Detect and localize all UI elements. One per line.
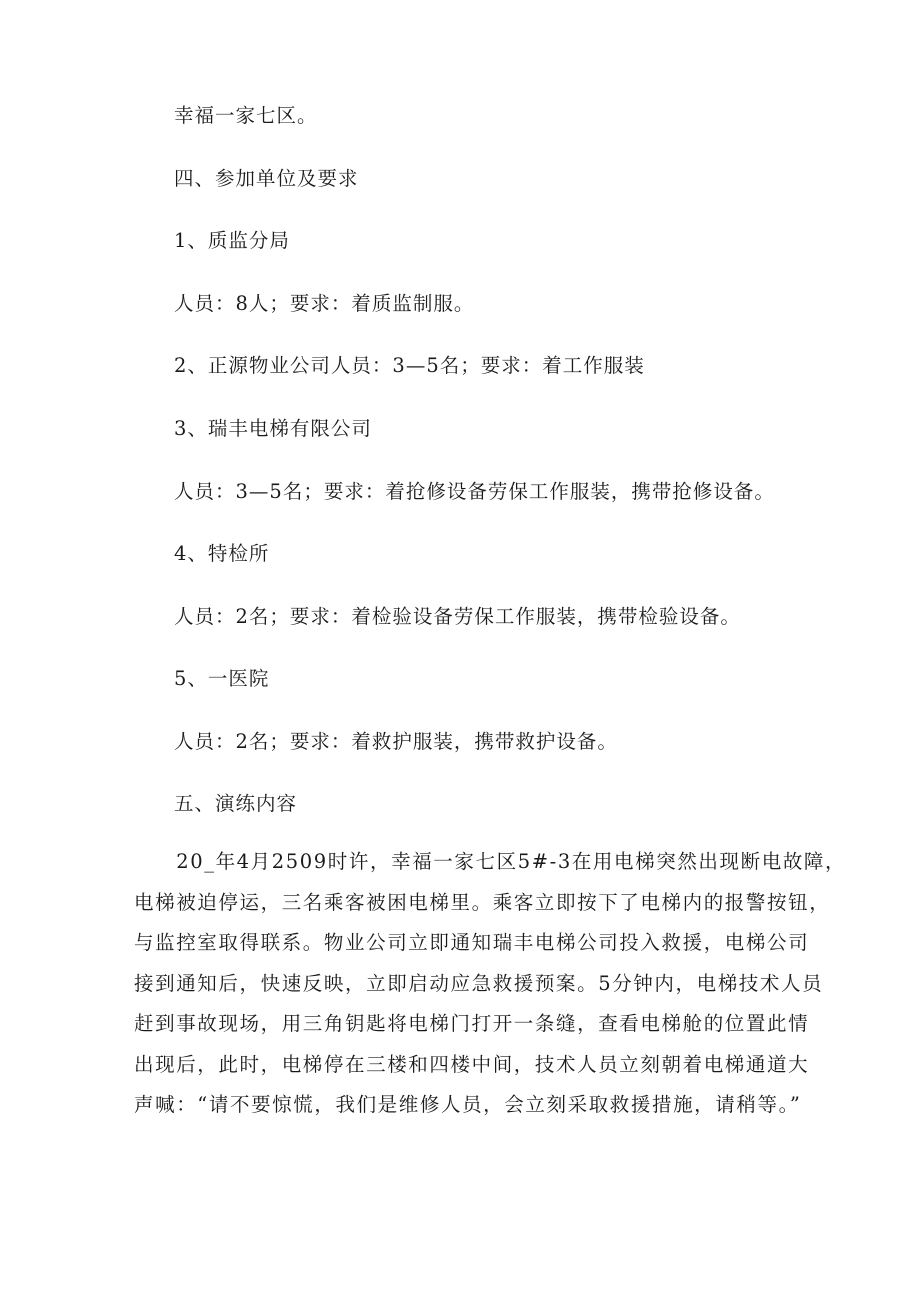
paragraph-line: 接到通知后，快速反映，立即启动应急救援预案。5分钟内，电梯技术人员 (134, 971, 824, 995)
text-line-1: 幸福一家七区。 (174, 104, 318, 127)
paragraph-line: 电梯被迫停运，三名乘客被困电梯里。乘客立即按下了电梯内的报警按钮， (134, 890, 831, 914)
section-heading-5: 五、演练内容 (174, 792, 298, 815)
body-paragraph (134, 842, 847, 1126)
list-item-3: 3、瑞丰电梯有限公司 (174, 417, 372, 440)
list-item-5-detail: 人员：2名；要求：着救护服装，携带救护设备。 (174, 730, 618, 753)
list-item-3-detail: 人员：3—5名；要求：着抢修设备劳保工作服装，携带抢修设备。 (174, 480, 775, 503)
list-item-4-detail: 人员：2名；要求：着检验设备劳保工作服装，携带检验设备。 (174, 605, 741, 628)
paragraph-line: 20_年4月2509时许，幸福一家七区5#-3在用电梯突然出现断电故障， (134, 850, 847, 873)
list-item-2: 2、正源物业公司人员：3—5名；要求：着工作服装 (174, 354, 645, 377)
paragraph-line: 赶到事故现场，用三角钥匙将电梯门打开一条缝，查看电梯舱的位置此情 (134, 1012, 810, 1035)
paragraph-line: 声喊：“请不要惊慌，我们是维修人员，会立刻采取救援措施，请稍等。” (134, 1093, 802, 1116)
section-heading-4: 四、参加单位及要求 (174, 167, 359, 190)
list-item-1: 1、质监分局 (174, 229, 290, 252)
list-item-4: 4、特检所 (174, 542, 270, 565)
list-item-1-detail: 人员：8人；要求：着质监制服。 (174, 292, 475, 315)
paragraph-line: 与监控室取得联系。物业公司立即通知瑞丰电梯公司投入救援，电梯公司 (134, 931, 810, 954)
paragraph-line: 出现后，此时，电梯停在三楼和四楼中间，技术人员立刻朝着电梯通道大 (134, 1052, 810, 1076)
list-item-5: 5、一医院 (174, 667, 270, 690)
